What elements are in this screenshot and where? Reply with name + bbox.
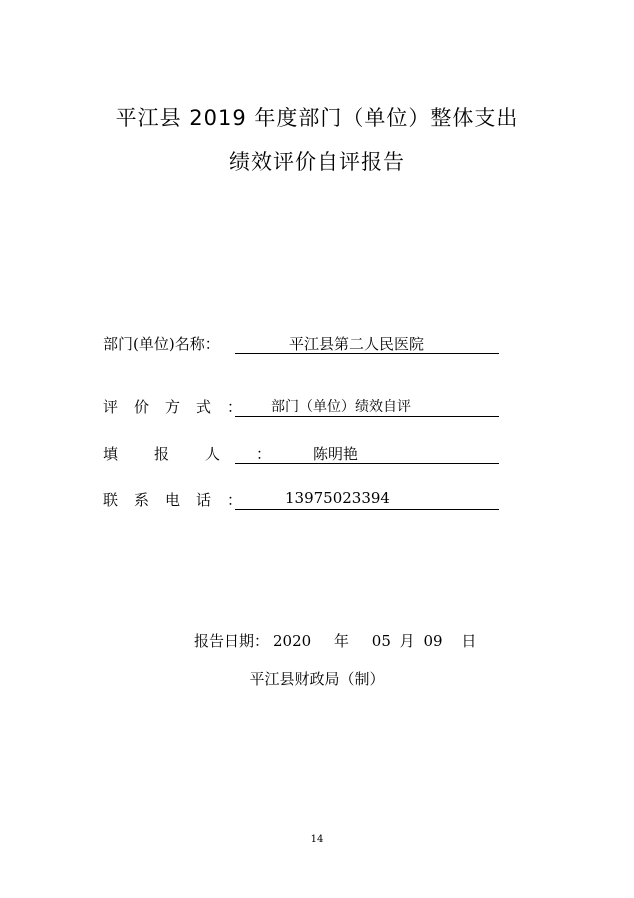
field-department-label: 部门(单位)名称： [103,335,220,353]
field-reporter-line [235,443,499,464]
field-evaluation-method-label: 评价方式： [103,398,259,416]
field-phone-line [235,489,499,510]
report-title-line1: 平江县 2019 年度部门（单位）整体支出 [115,106,519,130]
field-evaluation-method-line [235,396,499,417]
field-evaluation-method-value: 部门（单位）绩效自评 [271,399,411,415]
report-date-year-unit: 年 [333,632,349,650]
issuer: 平江县财政局（制） [249,670,385,688]
field-department-value: 平江县第二人民医院 [289,335,425,353]
report-date-day-unit: 日 [461,632,477,650]
field-phone-value: 13975023394 [285,489,390,507]
report-date-day: 09 [423,632,443,650]
field-department-line [235,333,499,354]
field-phone-label: 联系电话： [103,491,259,509]
report-date-month-unit: 月 [399,632,415,650]
report-title-line2: 绩效评价自评报告 [229,150,405,174]
report-date-month: 05 [371,632,391,650]
report-date-year: 2020 [273,632,312,650]
field-reporter-label: 填报人： [103,445,308,463]
page-number: 14 [310,834,324,845]
report-date-prefix: 报告日期： [194,632,270,650]
field-reporter-value: 陈明艳 [313,445,359,463]
report-date [194,630,480,651]
